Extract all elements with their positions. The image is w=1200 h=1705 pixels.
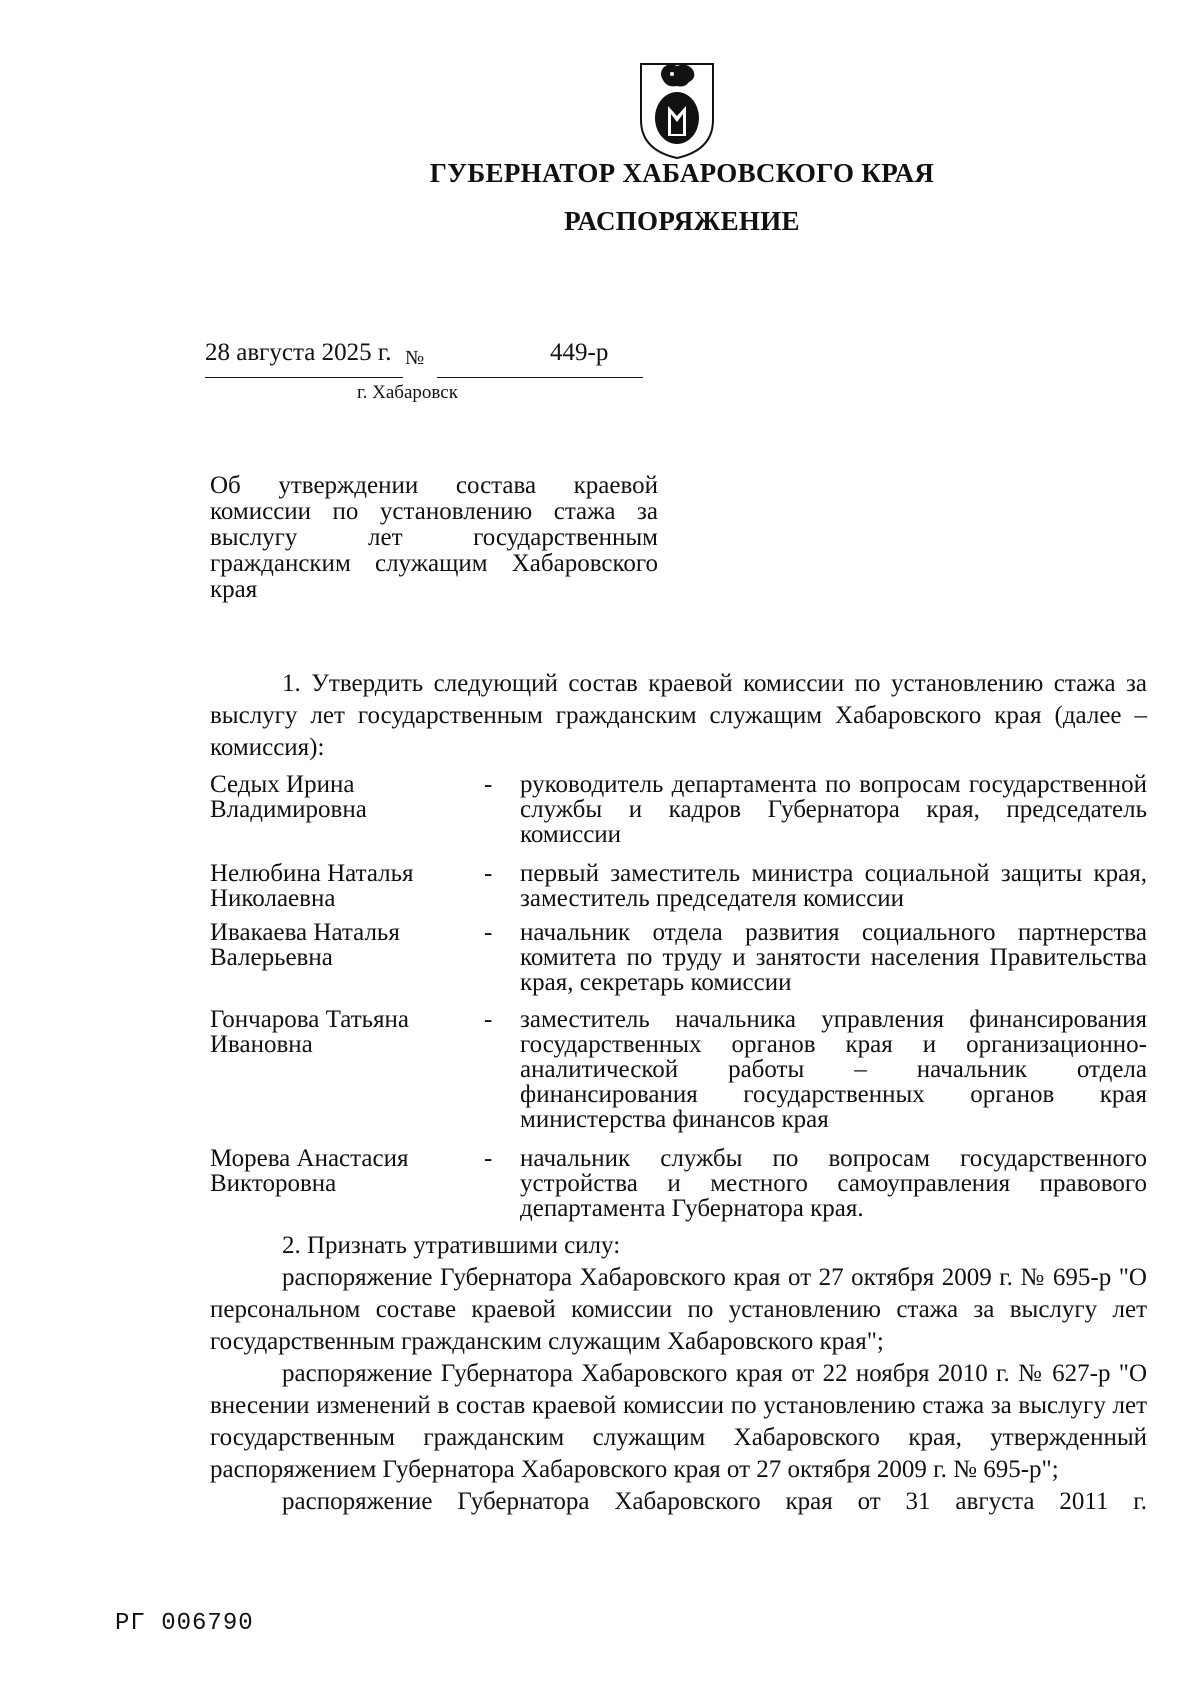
document-subject: Об утверждении состава краевой комиссии по установлению стажа за выслугу лет государственным гражданским служащим Хабаровского края bbox=[210, 472, 658, 603]
member-row bbox=[210, 1146, 1147, 1221]
item-2 bbox=[210, 1230, 1147, 1518]
member-name: Морева Анастасия Викторовна bbox=[210, 1145, 409, 1197]
member-name: Нелюбина Наталья Николаевна bbox=[210, 860, 414, 912]
repealed-act: распоряжение Губернатора Хабаровского края от 22 ноября 2010 г. № 627-р "О внесении изменений в состав краевой комиссии по установлению стажа за выслугу лет государственным гражданским служащим Хабаровского края, утвержденный распоряжением Губернатора Хабаровского края от 27 октября 2009 г. № 695-р"; bbox=[210, 1360, 1147, 1483]
repealed-act: распоряжение Губернатора Хабаровского края от 31 августа 2011 г. bbox=[282, 1488, 1147, 1515]
member-role: первый заместитель министра социальной защиты края, заместитель председателя комиссии bbox=[520, 860, 1147, 912]
date-underline bbox=[205, 377, 403, 378]
document-date: 28 августа 2025 г. bbox=[205, 339, 392, 366]
date-number-line bbox=[205, 339, 645, 379]
member-role: начальник службы по вопросам государственного устройства и местного самоуправления правового департамента Губернатора края. bbox=[520, 1145, 1147, 1222]
member-dash: - bbox=[484, 860, 493, 887]
member-row bbox=[210, 1007, 1147, 1132]
member-dash: - bbox=[484, 1006, 493, 1033]
member-dash: - bbox=[484, 771, 493, 798]
document-type: РАСПОРЯЖЕНИЕ bbox=[564, 206, 800, 236]
repealed-act: распоряжение Губернатора Хабаровского края от 27 октября 2009 г. № 695-р "О персональном составе краевой комиссии по установлению стажа за выслугу лет государственным гражданским служащим Хабаровского края"; bbox=[210, 1264, 1147, 1355]
document-city: г. Хабаровск bbox=[357, 382, 458, 403]
member-row bbox=[210, 772, 1147, 847]
commission-members bbox=[210, 772, 1147, 1221]
member-row bbox=[210, 861, 1147, 911]
number-sign: № bbox=[405, 347, 425, 369]
document-number: 449-р bbox=[550, 339, 609, 366]
member-name: Гончарова Татьяна Ивановна bbox=[210, 1006, 410, 1058]
issuing-authority: ГУБЕРНАТОР ХАБАРОВСКОГО КРАЯ bbox=[429, 158, 935, 188]
member-row bbox=[210, 920, 1147, 995]
member-role: заместитель начальника управления финансирования государственных органов края и организационно-аналитической работы – начальник отдела финансирования государственных органов края министерства финансов края bbox=[520, 1006, 1147, 1133]
member-dash: - bbox=[484, 1145, 493, 1172]
member-name: Ивакаева Наталья Валерьевна bbox=[210, 919, 400, 971]
item-1: 1. Утвердить следующий состав краевой комиссии по установлению стажа за выслугу лет государственным гражданским служащим Хабаровского края (далее – комиссия): bbox=[210, 670, 1147, 761]
member-role: руководитель департамента по вопросам государственной службы и кадров Губернатора края, председатель комиссии bbox=[520, 771, 1147, 848]
number-underline bbox=[437, 377, 643, 378]
member-name: Седых Ирина Владимировна bbox=[210, 771, 367, 823]
item-2-lead: 2. Признать утратившими силу: bbox=[282, 1232, 621, 1259]
form-serial-code: РГ 006790 bbox=[115, 1610, 254, 1637]
member-role: начальник отдела развития социального партнерства комитета по труду и занятости населения Правительства края, секретарь комиссии bbox=[520, 919, 1147, 996]
coat-of-arms-icon bbox=[637, 58, 717, 160]
member-dash: - bbox=[484, 919, 493, 946]
